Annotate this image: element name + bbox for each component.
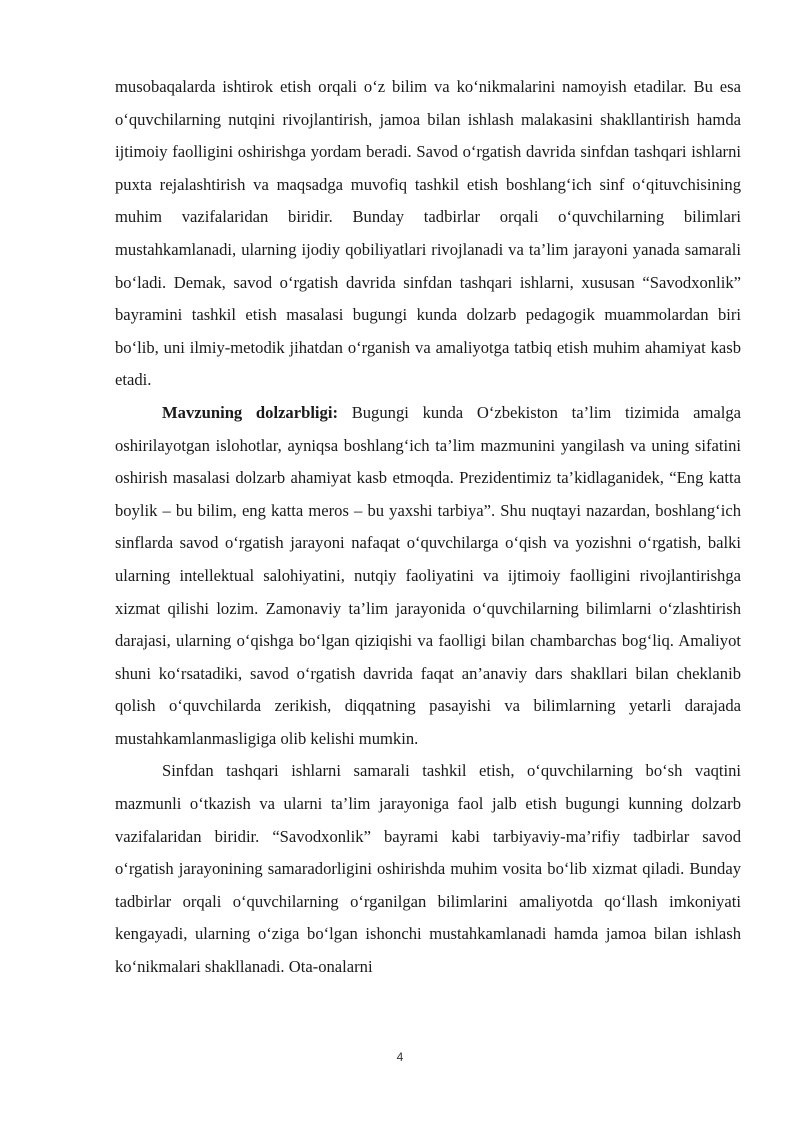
paragraph-continuation (115, 71, 741, 397)
document-body (115, 71, 741, 984)
paragraph-text: Bugungi kunda O‘zbekiston ta’lim tizimida amalga oshirilayotgan islohotlar, ayniqsa boshlang‘ich ta’lim mazmunini yangilash va uning sifatini oshirish masalasi dolzarb ahamiyat kasb etmoqda. Prezidentimiz ta’kidlaganidek, “Eng katta boylik – bu bilim, eng katta meros – bu yaxshi tarbiya”. Shu nuqtayi nazardan, boshlang‘ich sinflarda savod o‘rgatish jarayoni nafaqat o‘quvchilarga o‘qish va yozishni o‘rgatish, balki ularning intellektual salohiyatini, nutqiy faoliyatini va ijtimoiy faolligini rivojlantirishga xizmat qilishi lozim. Zamonaviy ta’lim jarayonida o‘quvchilarning bilimlarni o‘zlashtirish darajasi, ularning o‘qishga bo‘lgan qiziqishi va faolligi bilan chambarchas bog‘liq. Amaliyot shuni ko‘rsatadiki, savod o‘rgatish davrida faqat an’anaviy dars shakllari bilan cheklanib qolish o‘quvchilarda zerikish, diqqatning pasayishi va bilimlarning yetarli darajada mustahkamlanmasligiga olib kelishi mumkin. (115, 402, 741, 748)
paragraph-text: Sinfdan tashqari ishlarni samarali tashkil etish, o‘quvchilarning bo‘sh vaqtini mazmunli o‘tkazish va ularni ta’lim jarayoniga faol jalb etish bugungi kunning dolzarb vazifalaridan biridir. “Savodxonlik” bayrami kabi tarbiyaviy-ma’rifiy tadbirlar savod o‘rgatish jarayonining samaradorligini oshirishda muhim vosita bo‘lib xizmat qiladi. Bunday tadbirlar orqali o‘quvchilarning o‘rganilgan bilimlarini amaliyotda qo‘llash imkoniyati kengayadi, ularning o‘ziga bo‘lgan ishonchi mustahkamlanadi hamda jamoa bilan ishlash ko‘nikmalari shakllanadi. Ota-onalarni (115, 761, 741, 977)
paragraph-text: musobaqalarda ishtirok etish orqali o‘z bilim va ko‘nikmalarini namoyish etadilar. Bu esa o‘quvchilarning nutqini rivojlantirish, jamoa bilan ishlash malakasini shakllantirish hamda ijtimoiy faolligini oshirishga yordam beradi. Savod o‘rgatish davrida sinfdan tashqari ishlarni puxta rejalashtirish va maqsadga muvofiq tashkil etish boshlang‘ich sinf o‘qituvchisining muhim vazifalaridan biridir. Bunday tadbirlar orqali o‘quvchilarning bilimlari mustahkamlanadi, ularning ijodiy qobiliyatlari rivojlanadi va ta’lim jarayoni yanada samarali bo‘ladi. Demak, savod o‘rgatish davrida sinfdan tashqari ishlarni, xususan “Savodxonlik” bayramini tashkil etish masalasi bugungi kunda dolzarb pedagogik muammolardan biri bo‘lib, uni ilmiy-metodik jihatdan o‘rganish va amaliyotga tatbiq etish muhim ahamiyat kasb etadi. (115, 77, 741, 390)
paragraph-extracurricular (115, 755, 741, 983)
paragraph-relevance (115, 397, 741, 756)
paragraph-lead-heading: Mavzuning dolzarbligi: (162, 402, 338, 422)
page-number: 4 (396, 1050, 404, 1064)
